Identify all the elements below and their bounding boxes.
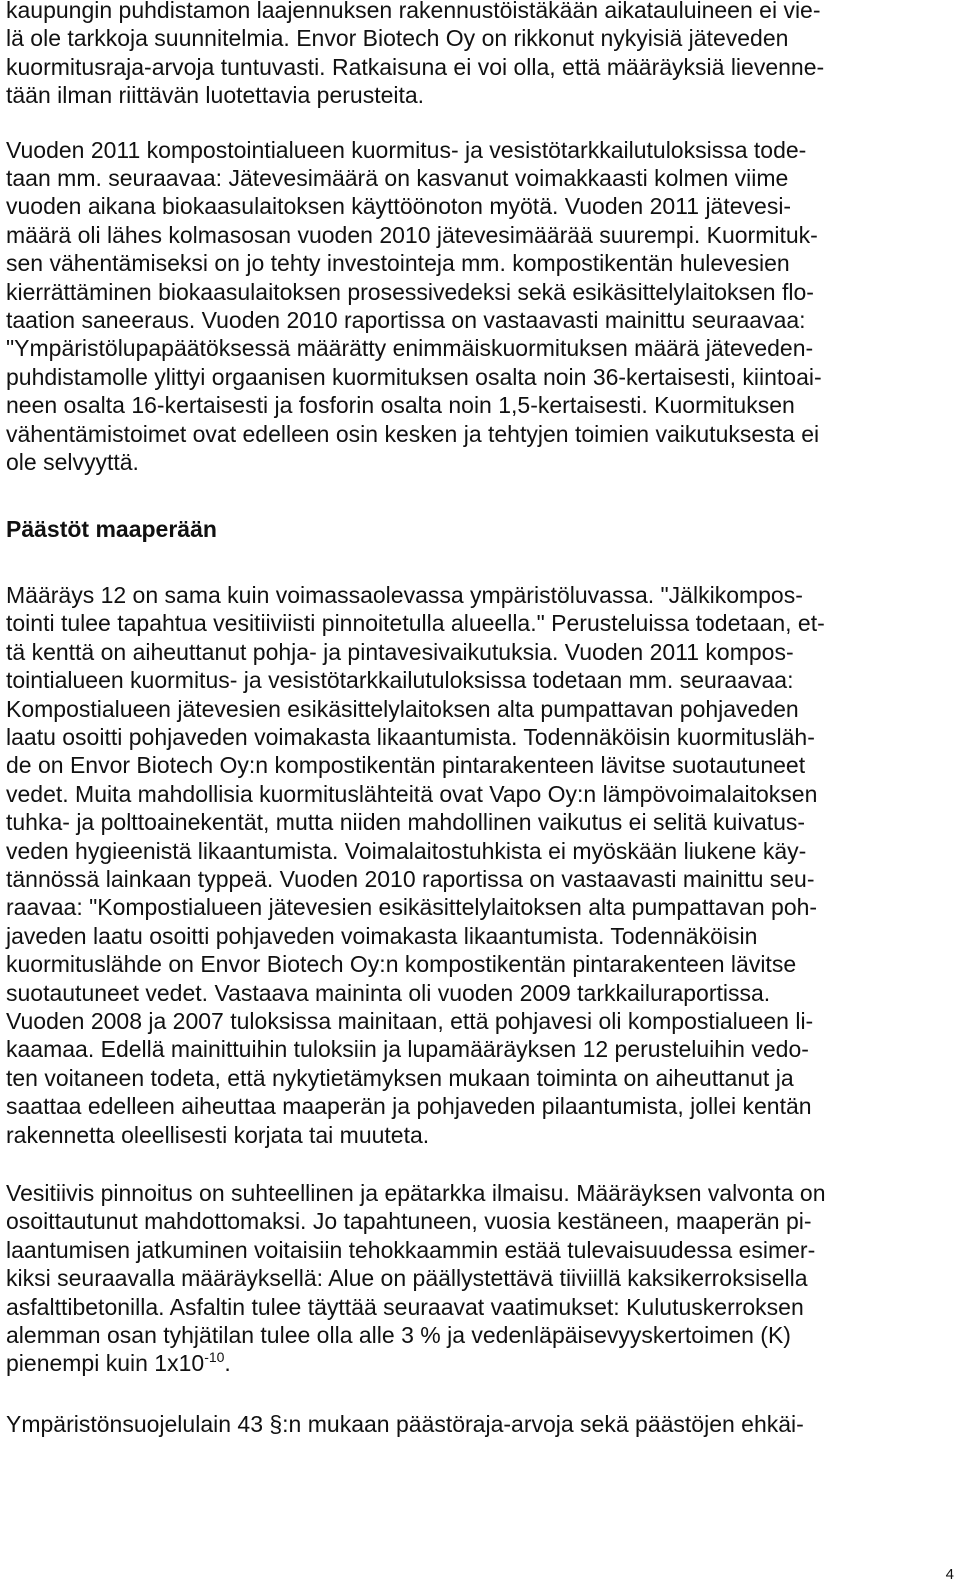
section-heading: Päästöt maaperään: [6, 515, 217, 542]
text-line: tuhka- ja polttoainekentät, mutta niiden mahdollinen vaikutus ei selitä kuivatus-: [6, 809, 806, 836]
text-line: osoittautunut mahdottomaksi. Jo tapahtuneen, vuosia kestäneen, maaperän pi-: [6, 1208, 812, 1235]
text-line: raavaa: "Kompostialueen jätevesien esikäsittelylaitoksen alta pumpattavan poh-: [6, 894, 818, 921]
text-line: kuormitusraja-arvoja tuntuvasti. Ratkaisuna ei voi olla, että määräyksiä lievenne-: [6, 53, 825, 80]
text-line: kiksi seuraavalla määräyksellä: Alue on päällystettävä tiiviillä kaksikerroksisella: [6, 1265, 808, 1292]
paragraph-5: [6, 1410, 956, 1438]
text-line: veden hygieenistä likaantumista. Voimalaitostuhkista ei myöskään liukene käy-: [6, 837, 807, 864]
text-line: Vuoden 2011 kompostointialueen kuormitus- ja vesistötarkkailutuloksissa tode-: [6, 136, 807, 163]
text-line: taan mm. seuraavaa: Jätevesimäärä on kasvanut voimakkaasti kolmen viime: [6, 165, 789, 192]
paragraph-3: [6, 581, 956, 1149]
text-line: laantumisen jatkuminen voitaisiin tehokkaammin estää tulevaisuudessa esimer-: [6, 1236, 816, 1263]
formula-suffix: .: [224, 1350, 231, 1377]
text-line: kaupungin puhdistamon laajennuksen rakennustöistäkään aikatauluineen ei vie-: [6, 0, 821, 23]
paragraph-spacer: [6, 477, 956, 515]
text-line: kaamaa. Edellä mainittuihin tuloksiin ja lupamääräyksen 12 perusteluihin vedo-: [6, 1036, 809, 1063]
paragraph-spacer: [6, 1378, 956, 1410]
text-line: kuormituslähde on Envor Biotech Oy:n kompostikentän pintarakenteen lävitse: [6, 951, 797, 978]
text-line: saattaa edelleen aiheuttaa maaperän ja pohjaveden pilaantumista, jollei kentän: [6, 1093, 812, 1120]
paragraph-2: [6, 136, 956, 477]
text-line: Vuoden 2008 ja 2007 tuloksissa mainitaan, että pohjavesi oli kompostialueen li-: [6, 1008, 814, 1034]
text-line: neen osalta 16-kertaisesti ja fosforin osalta noin 1,5-kertaisesti. Kuormituksen: [6, 392, 795, 419]
text-line: vuoden aikana biokaasulaitoksen käyttöönoton myötä. Vuoden 2011 jätevesi-: [6, 193, 792, 220]
text-line: "Ympäristölupapäätöksessä määrätty enimmäiskuormituksen määrä jäteveden-: [6, 335, 814, 362]
text-line: rakennetta oleellisesti korjata tai muuteta.: [6, 1121, 430, 1148]
text-line: tointi tulee tapahtua vesitiiviisti pinnoitetulla alueella." Perusteluissa todetaan, et-: [6, 610, 825, 637]
text-line: Ympäristönsuojelulain 43 §:n mukaan päästöraja-arvoja sekä päästöjen ehkäi-: [6, 1410, 804, 1437]
text-line: ten voitaneen todeta, että nykytietämyksen mukaan toiminta on aiheuttanut ja: [6, 1064, 794, 1091]
paragraph-spacer: [6, 543, 956, 581]
text-line: sen vähentämiseksi on jo tehty investointeja mm. kompostikentän hulevesien: [6, 250, 790, 277]
formula-prefix: pienempi kuin 1x10: [6, 1350, 205, 1377]
text-line: tointialueen kuormitus- ja vesistötarkkailutuloksissa todetaan mm. seuraavaa:: [6, 667, 794, 694]
text-line: suotautuneet vedet. Vastaava maininta oli vuoden 2009 tarkkailuraportissa.: [6, 979, 771, 1006]
page-number: 4: [945, 1566, 954, 1583]
text-line: vedet. Muita mahdollisia kuormituslähteitä ovat Vapo Oy:n lämpövoimalaitoksen: [6, 780, 818, 807]
text-line: kierrättäminen biokaasulaitoksen prosessivedeksi sekä esikäsittelylaitoksen flo-: [6, 278, 814, 305]
formula-line: [6, 1349, 956, 1377]
text-line: tännössä lainkaan typpeä. Vuoden 2010 raportissa on vastaavasti mainittu seu-: [6, 865, 815, 892]
paragraph-spacer: [6, 110, 956, 136]
text-line: Vesitiivis pinnoitus on suhteellinen ja epätarkka ilmaisu. Määräyksen valvonta on: [6, 1180, 826, 1207]
text-line: taation saneeraus. Vuoden 2010 raportissa on vastaavasti mainittu seuraavaa:: [6, 307, 806, 334]
text-line: laatu osoitti pohjaveden voimakasta likaantumista. Todennäköisin kuormitusläh-: [6, 723, 815, 750]
text-line: puhdistamolle ylittyi orgaanisen kuormituksen osalta noin 36-kertaisesti, kiintoai-: [6, 363, 822, 390]
text-line: de on Envor Biotech Oy:n kompostikentän pintarakenteen lävitse suotautuneet: [6, 752, 806, 779]
document-page: [6, 0, 956, 1438]
text-line: lä ole tarkkoja suunnitelmia. Envor Biotech Oy on rikkonut nykyisiä jäteveden: [6, 25, 789, 52]
paragraph-spacer: [6, 1149, 956, 1179]
text-line: tään ilman riittävän luotettavia perusteita.: [6, 82, 425, 109]
text-line: tä kenttä on aiheuttanut pohja- ja pintavesivaikutuksia. Vuoden 2011 kompos-: [6, 638, 794, 665]
text-line: Kompostialueen jätevesien esikäsittelylaitoksen alta pumpattavan pohjaveden: [6, 695, 799, 722]
text-line: asfalttibetonilla. Asfaltin tulee täyttää seuraavat vaatimukset: Kulutuskerroksen: [6, 1293, 804, 1320]
paragraph-4: [6, 1179, 956, 1378]
paragraph-1: [6, 0, 956, 110]
text-line: vähentämistoimet ovat edelleen osin kesken ja tehtyjen toimien vaikutuksesta ei: [6, 420, 820, 447]
formula-exponent: -10: [204, 1349, 225, 1366]
text-line: Määräys 12 on sama kuin voimassaolevassa ympäristöluvassa. "Jälkikompos-: [6, 581, 803, 608]
text-line: määrä oli lähes kolmasosan vuoden 2010 jätevesimäärää suurempi. Kuormituk-: [6, 221, 818, 248]
text-line: alemman osan tyhjätilan tulee olla alle 3 % ja vedenläpäisevyyskertoimen (K): [6, 1322, 791, 1349]
text-line: javeden laatu osoitti pohjaveden voimakasta likaantumista. Todennäköisin: [6, 922, 758, 949]
text-line: ole selvyyttä.: [6, 449, 139, 476]
